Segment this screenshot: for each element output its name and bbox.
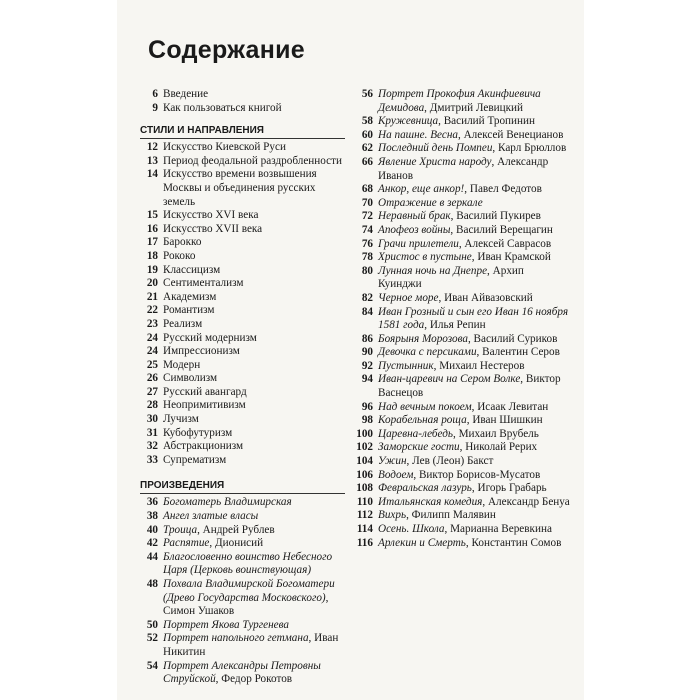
toc-entry — [140, 454, 345, 468]
artist-name: , Иван Крамской — [471, 251, 551, 264]
toc-entry — [140, 619, 345, 633]
artist-name: , Федор Рокотов — [215, 673, 293, 686]
toc-entry — [140, 250, 345, 264]
page-number: 18 — [146, 249, 158, 262]
entry-title: Искусство XVII века — [163, 222, 263, 235]
page-number: 98 — [361, 414, 373, 427]
page-number: 9 — [152, 101, 158, 114]
artist-name: , Исаак Левитан — [471, 400, 549, 413]
works-left-list — [140, 496, 345, 686]
toc-entry — [355, 523, 570, 537]
entry-title: Модерн — [163, 358, 201, 371]
entry-title: Кубофутуризм — [163, 426, 233, 439]
entry-title: Абстракционизм — [163, 440, 244, 453]
work-title: Грачи прилетели — [378, 237, 459, 250]
work-title: Арлекин и Смерть — [378, 536, 466, 549]
entry-title: Введение — [163, 88, 209, 100]
page-number: 84 — [361, 305, 373, 318]
toc-entry — [140, 209, 345, 223]
page-number: 108 — [356, 482, 373, 495]
toc-entry — [140, 291, 345, 305]
artist-name: , Дионисий — [209, 537, 264, 550]
toc-entry — [140, 440, 345, 454]
page-number: 44 — [146, 550, 158, 563]
artist-name: , Андрей Рублев — [197, 523, 275, 536]
page-number: 6 — [152, 88, 158, 100]
work-title: Последний день Помпеи — [378, 142, 493, 155]
toc-entry — [355, 441, 570, 455]
styles-section-heading: СТИЛИ И НАПРАВЛЕНИЯ — [140, 124, 345, 139]
artist-name: , Марианна Веревкина — [444, 523, 552, 535]
work-title: Над вечным покоем — [378, 400, 472, 413]
artist-name: , Карл Брюллов — [492, 142, 567, 155]
toc-entry — [140, 277, 345, 291]
toc-entry — [355, 482, 570, 496]
toc-entry — [140, 88, 345, 102]
work-title: Троица — [163, 523, 198, 536]
work-title: Богоматерь Владимирская — [163, 496, 292, 509]
toc-entry — [140, 345, 345, 359]
page-number: 94 — [361, 373, 373, 386]
page-number: 72 — [361, 210, 373, 223]
artist-name: , Виктор Васнецов — [378, 373, 561, 400]
artist-name: , Василий Суриков — [467, 332, 558, 345]
page-number: 60 — [361, 128, 373, 141]
page-number: 114 — [356, 523, 373, 535]
page-number: 96 — [361, 400, 373, 413]
page-number: 116 — [356, 536, 373, 549]
entry-title: Реализм — [163, 317, 203, 330]
toc-entry — [140, 632, 345, 659]
page-number: 70 — [361, 196, 373, 209]
page-number: 13 — [146, 154, 158, 167]
intro-list — [140, 88, 345, 115]
work-title: Иван-царевич на Сером Волке — [378, 373, 521, 386]
work-title: Портрет Александры Петровны Струйской — [163, 659, 321, 686]
toc-entry — [140, 372, 345, 386]
artist-name: , Михаил Нестеров — [433, 359, 525, 372]
toc-entry — [140, 399, 345, 413]
entry-title: Период феодальной раздробленности — [163, 154, 342, 167]
page-number: 36 — [146, 496, 158, 509]
entry-title: Русский авангард — [163, 385, 247, 398]
work-title: Боярыня Морозова — [378, 332, 468, 345]
page-number: 15 — [146, 209, 158, 222]
page-number: 24 — [146, 331, 158, 344]
toc-entry — [355, 509, 570, 523]
artist-name: , Виктор Борисов-Мусатов — [413, 468, 541, 481]
page-number: 20 — [146, 277, 158, 290]
page-number: 104 — [356, 455, 373, 468]
toc-entry — [355, 210, 570, 224]
page-number: 56 — [361, 88, 373, 100]
artist-name: , Иван Шишкин — [466, 414, 543, 427]
entry-title: Супрематизм — [163, 453, 227, 466]
artist-name: , Архип Куинджи — [378, 264, 524, 291]
artist-name: , Константин Сомов — [465, 536, 562, 549]
toc-entry — [140, 386, 345, 400]
page-number: 27 — [146, 385, 158, 398]
entry-title: Искусство времени возвышения Москвы и объединения русских земель — [163, 168, 317, 208]
work-title: Неравный брак — [378, 210, 451, 223]
toc-entry — [355, 537, 570, 551]
page-number: 82 — [361, 291, 373, 304]
work-title: Апофеоз войны — [378, 223, 451, 236]
page-number: 12 — [146, 141, 158, 154]
page-number: 19 — [146, 263, 158, 276]
page-number: 74 — [361, 223, 373, 236]
artist-name: , Николай Рерих — [459, 441, 538, 454]
work-title: На пашне. Весна — [378, 128, 458, 141]
work-title: Отражение в зеркале — [378, 196, 483, 209]
page-number: 26 — [146, 372, 158, 385]
toc-entry — [355, 360, 570, 374]
entry-title: Искусство Киевской Руси — [163, 141, 286, 154]
entry-title: Академизм — [163, 290, 217, 303]
work-title: Благословенно воинство Небесного Царя (Церковь воинствующая) — [163, 550, 333, 577]
toc-entry — [355, 183, 570, 197]
artist-name: , Иван Айвазовский — [438, 291, 533, 304]
toc-entry — [355, 414, 570, 428]
toc-entry — [355, 306, 570, 333]
work-title: Кружевница — [378, 115, 439, 128]
artist-name: , Василий Верещагин — [450, 223, 553, 236]
page-number: 48 — [146, 578, 158, 590]
artist-name: , Филипп Малявин — [406, 509, 496, 522]
toc-entry — [355, 156, 570, 183]
page-number: 24 — [146, 345, 158, 358]
toc-entry — [140, 223, 345, 237]
page-number: 102 — [356, 441, 373, 454]
artist-name: , Василий Тропинин — [438, 115, 535, 128]
works-section-heading: ПРОИЗВЕДЕНИЯ — [140, 479, 345, 494]
entry-title: Барокко — [163, 236, 202, 249]
work-title: Девочка с персиками — [378, 346, 477, 359]
work-title: Ужин — [378, 455, 407, 468]
work-title: Портрет напольного гетмана — [163, 632, 309, 645]
page-number: 22 — [146, 304, 158, 317]
toc-entry — [355, 238, 570, 252]
toc-entry — [355, 265, 570, 292]
entry-title: Классицизм — [163, 263, 221, 276]
artist-name: , Василий Пукирев — [450, 210, 541, 223]
page-number: 100 — [356, 427, 373, 440]
work-title: Корабельная роща — [378, 414, 467, 427]
page-number: 40 — [146, 523, 158, 536]
page-number: 68 — [361, 183, 373, 196]
toc-entry — [140, 537, 345, 551]
toc-entry — [355, 496, 570, 510]
work-title: Царевна-лебедь — [378, 427, 453, 440]
artist-name: , Алексей Саврасов — [458, 237, 552, 250]
page-number: 42 — [146, 537, 158, 550]
toc-entry — [140, 141, 345, 155]
page-number: 66 — [361, 155, 373, 168]
page-number: 62 — [361, 142, 373, 155]
toc-entry — [140, 168, 345, 209]
toc-left-column — [140, 88, 345, 687]
work-title: Портрет Якова Тургенева — [163, 618, 289, 631]
toc-entry — [355, 197, 570, 211]
page-number: 23 — [146, 317, 158, 330]
toc-entry — [355, 373, 570, 400]
page-number: 32 — [146, 440, 158, 453]
page-number: 54 — [146, 659, 158, 672]
work-title: Явление Христа народу — [378, 155, 492, 168]
page-number: 14 — [146, 168, 158, 181]
entry-title: Романтизм — [163, 304, 215, 317]
entry-title: Искусство XVI века — [163, 209, 259, 222]
toc-entry — [140, 102, 345, 116]
artist-name: , Игорь Грабарь — [471, 482, 547, 495]
toc-entry — [355, 129, 570, 143]
toc-entry — [140, 427, 345, 441]
toc-entry — [355, 292, 570, 306]
page-number: 86 — [361, 332, 373, 345]
entry-title: Сентиментализм — [163, 277, 244, 290]
page-number: 90 — [361, 346, 373, 359]
artist-name: , Александр Иванов — [378, 155, 549, 182]
artist-name: , Павел Федотов — [464, 183, 542, 196]
entry-title: Рококо — [163, 249, 196, 262]
toc-entry — [140, 155, 345, 169]
toc-entry — [355, 251, 570, 265]
toc-entry — [355, 88, 570, 115]
toc-entry — [355, 115, 570, 129]
toc-entry — [140, 332, 345, 346]
work-title: Анкор, еще анкор! — [378, 183, 465, 196]
work-title: Портрет Прокофия Акинфиевича Демидова — [378, 88, 541, 114]
work-title: Лунная ночь на Днепре — [378, 264, 488, 277]
work-title: Заморские гости — [378, 441, 460, 454]
toc-entry — [355, 333, 570, 347]
toc-entry — [355, 455, 570, 469]
toc-entry — [140, 578, 345, 619]
page-number: 16 — [146, 222, 158, 235]
artist-name: , Александр Бенуа — [482, 495, 570, 508]
page-title: Содержание — [148, 36, 306, 64]
artist-name: , Валентин Серов — [476, 346, 560, 359]
page-number: 17 — [146, 236, 158, 249]
work-title: Пустынник — [378, 359, 434, 372]
toc-entry — [140, 551, 345, 578]
artist-name: , Дмитрий Левицкий — [424, 101, 523, 114]
work-title: Распятие — [163, 537, 210, 550]
toc-entry — [140, 236, 345, 250]
work-title: Водоем — [378, 468, 414, 481]
page-number: 25 — [146, 358, 158, 371]
toc-entry — [140, 496, 345, 510]
toc-entry — [355, 224, 570, 238]
toc-entry — [140, 660, 345, 687]
toc-entry — [355, 469, 570, 483]
page-number: 76 — [361, 237, 373, 250]
page-number: 38 — [146, 510, 158, 523]
work-title: Похвала Владимирской Богоматери (Древо Государства Московского) — [163, 578, 335, 604]
toc-entry — [140, 318, 345, 332]
work-title: Христос в пустыне — [378, 251, 472, 264]
page-number: 78 — [361, 251, 373, 264]
entry-title: Как пользоваться книгой — [163, 101, 282, 114]
toc-entry — [140, 510, 345, 524]
page-number: 80 — [361, 264, 373, 277]
artist-name: , Лев (Леон) Бакст — [406, 455, 494, 468]
page-number: 52 — [146, 632, 158, 645]
works-right-list — [355, 88, 570, 550]
page-number: 112 — [356, 509, 373, 522]
entry-title: Русский модернизм — [163, 331, 257, 344]
work-title: Иван Грозный и сын его Иван 16 ноября 1581 года — [378, 305, 569, 332]
artist-name: , Иван Никитин — [163, 632, 339, 658]
toc-entry — [140, 413, 345, 427]
toc-entry — [140, 264, 345, 278]
page-number: 31 — [146, 426, 158, 439]
artist-name: , Михаил Врубель — [453, 427, 539, 440]
page-number: 92 — [361, 359, 373, 372]
work-title: Вихрь — [378, 509, 407, 522]
toc-entry — [355, 428, 570, 442]
entry-title: Символизм — [163, 372, 218, 385]
work-title: Февральская лазурь — [378, 482, 472, 495]
page-number: 58 — [361, 115, 373, 128]
work-title: Итальянская комедия — [378, 495, 483, 508]
toc-entry — [355, 401, 570, 415]
page-number: 50 — [146, 618, 158, 631]
toc-entry — [355, 346, 570, 360]
page-number: 110 — [356, 495, 373, 508]
toc-right-column — [355, 88, 570, 550]
entry-title: Импрессионизм — [163, 345, 240, 358]
artist-name: , Илья Репин — [424, 319, 486, 332]
entry-title: Лучизм — [163, 413, 199, 426]
work-title: Осень. Школа — [378, 523, 445, 535]
page-number: 33 — [146, 453, 158, 466]
toc-entry — [355, 142, 570, 156]
toc-entry — [140, 359, 345, 373]
page-number: 21 — [146, 290, 158, 303]
artist-name: , Алексей Венецианов — [457, 128, 564, 141]
page-number: 28 — [146, 399, 158, 412]
work-title: Ангел златые власы — [163, 510, 259, 523]
work-title: Черное море — [378, 291, 439, 304]
page-number: 30 — [146, 413, 158, 426]
page-number: 106 — [356, 468, 373, 481]
entry-title: Неопримитивизм — [163, 399, 246, 412]
toc-entry — [140, 304, 345, 318]
artist-name: , Симон Ушаков — [163, 591, 329, 618]
toc-entry — [140, 524, 345, 538]
styles-list — [140, 141, 345, 467]
